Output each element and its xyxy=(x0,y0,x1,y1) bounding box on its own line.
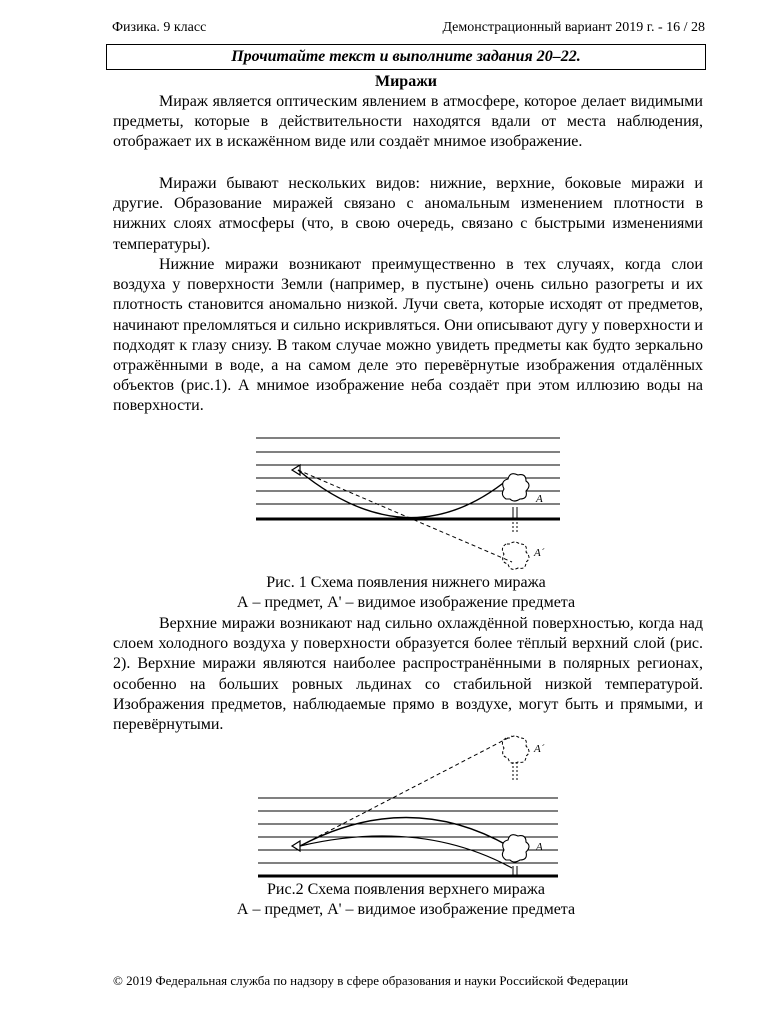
paragraph-1: Мираж является оптическим явлением в атмосфере, которое делает видимыми предметы, которые в действительности находятся вдали от места наблюдения, отображает их в искажённом виде или создаёт мнимое изображение. xyxy=(113,93,703,151)
figure-2-caption-line-2: А – предмет, А' – видимое изображение предмета xyxy=(236,901,576,918)
light-ray xyxy=(300,817,512,848)
figure-1-label-object: A xyxy=(536,493,543,505)
figure-1-caption-line-2: А – предмет, А' – видимое изображение предмета xyxy=(236,594,576,611)
figure-1-caption-line-1: Рис. 1 Схема появления нижнего миража xyxy=(266,574,546,591)
tree-icon xyxy=(502,474,529,519)
figure-1-label-image: A´ xyxy=(534,547,545,559)
page-footer: © 2019 Федеральная служба по надзору в сфере образования и науки Российской Федерации xyxy=(113,973,629,988)
sight-line xyxy=(298,470,512,562)
tree-image-icon xyxy=(502,522,529,569)
figure-1-diagram xyxy=(250,432,570,582)
figure-2-caption-line-1: Рис.2 Схема появления верхнего миража xyxy=(267,881,545,898)
task-instruction-box xyxy=(106,44,706,70)
paragraph-3: Нижние миражи возникают преимущественно в тех случаях, когда слои воздуха у поверхности Земли (например, в пустыне) очень сильно разогреты и их плотность становится аномально низкой. Лучи света, которые исходят от предметов, начинают преломляться и сильно искривляться. Они описывают дугу у поверхности и подходят к глазу снизу. В таком случае можно увидеть предметы как будто зеркально отражёнными в воде, а на самом деле это перевёрнутые изображения отдалённых объектов (рис.1). А мнимое изображение неба создаёт при этом иллюзию воды на поверхности. xyxy=(113,256,703,415)
article-title: Миражи xyxy=(374,73,438,90)
figure-2-label-image: A´ xyxy=(534,743,545,755)
paragraph-2: Миражи бывают нескольких видов: нижние, верхние, боковые миражи и другие. Образование миражей связано с аномальным изменением плотности в нижних слоях атмосферы (что, в свою очередь, связано с быстрыми изменениями температуры). xyxy=(113,175,703,253)
sight-line xyxy=(300,736,512,846)
subject-label: Физика. 9 класс xyxy=(112,20,207,35)
variant-label: Демонстрационный вариант 2019 г. - 16 / 28 xyxy=(442,20,705,35)
figure-2-label-object: A xyxy=(536,841,543,853)
paragraph-4: Верхние миражи возникают над сильно охлаждённой поверхностью, когда над слоем холодного воздуха у поверхности образуется более тёплый верхний слой (рис. 2). Верхние миражи являются наиболее распространёнными в полярных регионах, особенно на больших ровных льдинах со стабильной низкой температурой. Изображения предметов, наблюдаемые прямо в воздухе, могут быть и прямыми, и перевёрнутыми. xyxy=(113,615,703,734)
tree-image-icon xyxy=(502,736,529,780)
figure-2-diagram xyxy=(250,728,570,880)
tree-icon xyxy=(502,835,529,876)
light-ray xyxy=(298,470,512,518)
task-instruction: Прочитайте текст и выполните задания 20–22. xyxy=(231,48,581,65)
